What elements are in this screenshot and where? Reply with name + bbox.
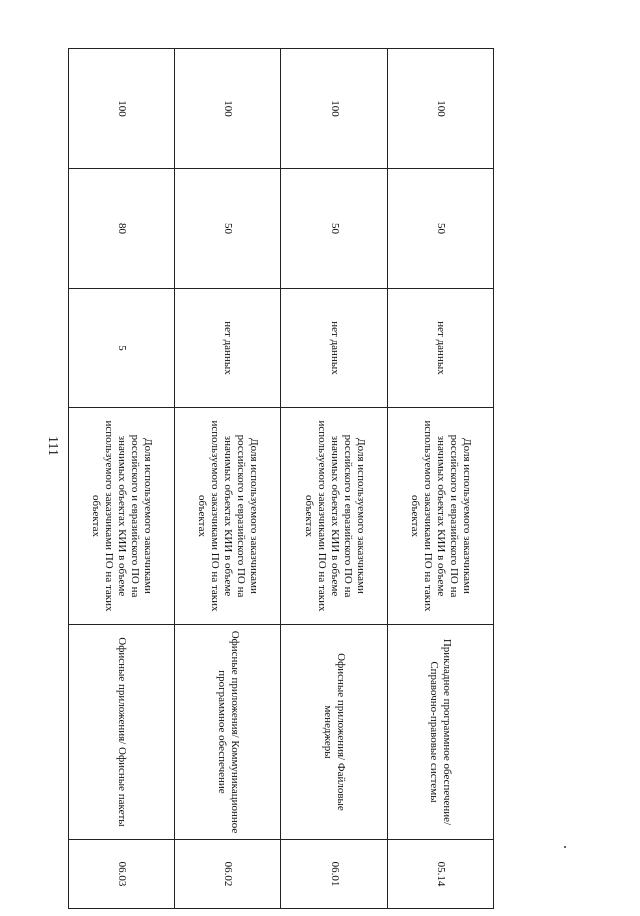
software-class-cell: Офисные приложения/ Файловые менеджеры (281, 625, 387, 840)
target-value-cell: 100 (387, 49, 493, 169)
intermediate-value-cell: 50 (175, 169, 281, 289)
code-cell: 05.14 (387, 840, 493, 909)
indicator-cell: Доля используемого заказчиками российского и евразийского ПО на значимых объектах КИИ в объеме используемого заказчиками ПО на таких объектах (175, 408, 281, 625)
target-value-cell: 100 (175, 49, 281, 169)
scan-speck (564, 846, 566, 848)
code-cell: 06.02 (175, 840, 281, 909)
code-cell: 06.03 (69, 840, 175, 909)
intermediate-value-cell: 80 (69, 169, 175, 289)
base-value-cell: нет данных (175, 289, 281, 408)
table-row (387, 49, 493, 909)
intermediate-value-cell: 50 (387, 169, 493, 289)
software-class-cell: Прикладное программное обеспечение/Справочно-правовые системы (387, 625, 493, 840)
base-value-cell: нет данных (387, 289, 493, 408)
indicator-cell: Доля используемого заказчиками российского и евразийского ПО на значимых объектах КИИ в объеме используемого заказчиками ПО на таких объектах (69, 408, 175, 625)
target-value-cell: 100 (69, 49, 175, 169)
base-value-cell: нет данных (281, 289, 387, 408)
table-row (69, 49, 175, 909)
code-cell: 06.01 (281, 840, 387, 909)
base-value-cell: 5 (69, 289, 175, 408)
table-row (175, 49, 281, 909)
page-number: 111 (45, 436, 60, 456)
software-share-table (68, 48, 494, 909)
intermediate-value-cell: 50 (281, 169, 387, 289)
rotated-table-container (68, 48, 494, 887)
indicator-cell: Доля используемого заказчиками российского и евразийского ПО на значимых объектах КИИ в объеме используемого заказчиками ПО на таких объектах (281, 408, 387, 625)
software-class-cell: Офисные приложения/ Коммуникационное программное обеспечение (175, 625, 281, 840)
software-class-cell: Офисные приложения/ Офисные пакеты (69, 625, 175, 840)
indicator-cell: Доля используемого заказчиками российского и евразийского ПО на значимых объектах КИИ в объеме используемого заказчиками ПО на таких объектах (387, 408, 493, 625)
target-value-cell: 100 (281, 49, 387, 169)
table-row (281, 49, 387, 909)
